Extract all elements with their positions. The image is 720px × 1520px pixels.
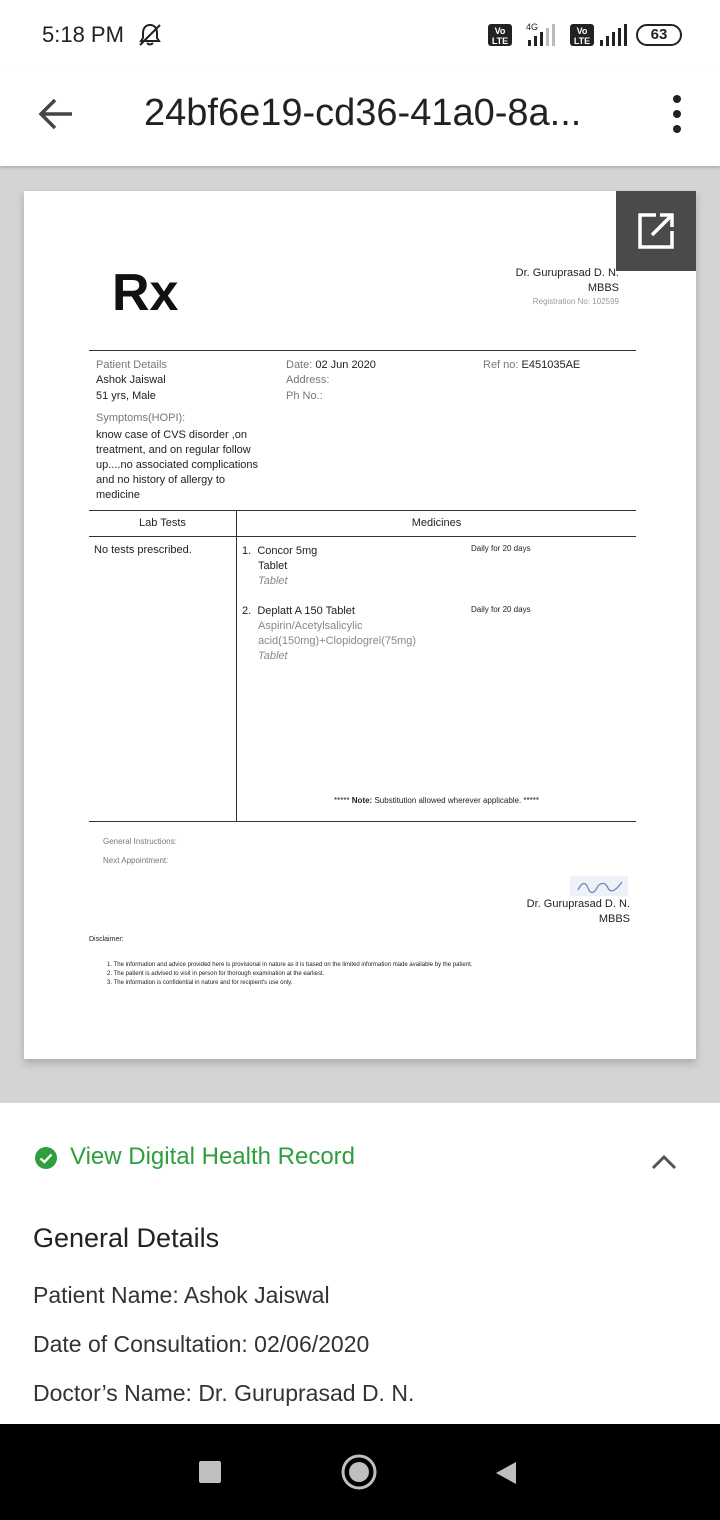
medicine-name: Concor 5mg bbox=[257, 545, 318, 557]
svg-text:Vo: Vo bbox=[576, 26, 588, 36]
medicine-dosage: Daily for 20 days bbox=[471, 605, 531, 614]
medicine-dosage: Daily for 20 days bbox=[471, 544, 531, 553]
divider bbox=[89, 350, 636, 351]
view-digital-health-record-link[interactable] bbox=[34, 1143, 534, 1175]
status-bar bbox=[0, 0, 720, 70]
document-title: 24bf6e19-cd36-41a0-8a... bbox=[144, 92, 582, 134]
substitution-note: ***** Note: Substitution allowed wherever applicable. ***** bbox=[333, 796, 539, 805]
date-label: Date: bbox=[286, 359, 313, 371]
symptoms-text: know case of CVS disorder ,on treatment, and on regular follow up....no associated complications and no history of allergy to medicine bbox=[96, 429, 259, 501]
lab-tests-value: No tests prescribed. bbox=[94, 544, 192, 556]
doctor-degree-header: MBBS bbox=[587, 282, 619, 294]
patient-age-sex: 51 yrs, Male bbox=[96, 390, 156, 402]
ref-row bbox=[483, 359, 580, 371]
table-column-divider bbox=[236, 510, 237, 821]
signature-doctor-name: Dr. Guruprasad D. N. bbox=[526, 898, 630, 910]
general-details-title: General Details bbox=[33, 1223, 220, 1253]
medicines-header: Medicines bbox=[411, 517, 462, 529]
open-external-icon bbox=[636, 211, 676, 251]
table-top-border bbox=[89, 510, 636, 511]
app-bar bbox=[0, 70, 720, 166]
patient-details-label: Patient Details bbox=[96, 359, 167, 371]
svg-text:Vo: Vo bbox=[494, 26, 506, 36]
open-external-button[interactable] bbox=[616, 191, 696, 271]
signature-doctor-degree: MBBS bbox=[598, 913, 630, 925]
disclaimer-item: 2. The patient is advised to visit in person for thorough examination at the earliest. bbox=[107, 971, 325, 977]
disclaimer-label: Disclaimer: bbox=[89, 936, 124, 943]
patient-name: Ashok Jaiswal bbox=[96, 374, 166, 386]
battery-indicator: 63 bbox=[636, 24, 682, 46]
patient-name-field: Patient Name: Ashok Jaiswal bbox=[33, 1282, 330, 1308]
ref-label: Ref no: bbox=[483, 359, 519, 371]
back-triangle-icon[interactable] bbox=[494, 1460, 518, 1486]
more-vert-icon[interactable] bbox=[668, 92, 686, 136]
svg-text:LTE: LTE bbox=[573, 36, 591, 46]
medicine-composition: Aspirin/Acetylsalicylic bbox=[258, 620, 363, 632]
medicine-form: Tablet bbox=[258, 575, 288, 587]
next-appointment-label: Next Appointment: bbox=[103, 856, 169, 865]
phone-label: Ph No.: bbox=[286, 390, 323, 402]
general-instructions-label: General Instructions: bbox=[103, 837, 177, 846]
home-icon[interactable] bbox=[340, 1453, 378, 1491]
table-header-border bbox=[89, 536, 636, 537]
network-label: 4G bbox=[526, 22, 539, 32]
consultation-date-field: Date of Consultation: 02/06/2020 bbox=[33, 1331, 370, 1357]
lab-tests-header: Lab Tests bbox=[139, 517, 186, 529]
medicine-item: 2. Deplatt A 150 Tablet Aspirin/Acetylsalicylic acid(150mg)+Clopidogrel(75mg) Tablet bbox=[242, 605, 417, 662]
symptoms-label: Symptoms(HOPI): bbox=[96, 412, 186, 424]
doctor-name-field: Doctor’s Name: Dr. Guruprasad D. N. bbox=[33, 1380, 415, 1406]
back-arrow-icon[interactable] bbox=[36, 94, 76, 134]
bell-off-icon bbox=[137, 22, 163, 48]
doctor-signature bbox=[570, 874, 630, 898]
view-digital-health-record-label: View Digital Health Record bbox=[70, 1143, 356, 1170]
document-preview-area[interactable] bbox=[0, 166, 720, 1103]
date-row bbox=[286, 359, 376, 371]
date-value: 02 Jun 2020 bbox=[315, 359, 376, 371]
medicine-name: Deplatt A 150 Tablet bbox=[257, 605, 355, 617]
chevron-up-icon[interactable] bbox=[650, 1153, 678, 1171]
check-circle-icon bbox=[34, 1146, 58, 1170]
medicine-form: Tablet bbox=[258, 650, 288, 662]
doctor-name-header: Dr. Guruprasad D. N. bbox=[515, 267, 619, 279]
recent-apps-icon[interactable] bbox=[199, 1461, 221, 1483]
table-bottom-border bbox=[89, 821, 636, 822]
rx-symbol: Rx bbox=[112, 264, 179, 322]
registration-number: Registration No: 102599 bbox=[532, 297, 619, 306]
system-nav-bar bbox=[0, 1424, 720, 1520]
status-time: 5:18 PM bbox=[42, 22, 124, 47]
medicine-item: 1. Concor 5mg Tablet Tablet bbox=[242, 545, 318, 587]
ref-value: E451035AE bbox=[521, 359, 581, 371]
health-record-panel bbox=[0, 1103, 720, 1424]
prescription-page bbox=[24, 191, 696, 1059]
address-label: Address: bbox=[286, 374, 330, 386]
disclaimer-list bbox=[107, 961, 627, 988]
disclaimer-item: 1. The information and advice provided here is provisional in nature as it is based on the limited information made available by the patient. bbox=[107, 962, 473, 968]
svg-text:LTE: LTE bbox=[491, 36, 509, 46]
disclaimer-item: 3. The information is confidential in nature and for recipient's use only. bbox=[107, 980, 293, 986]
